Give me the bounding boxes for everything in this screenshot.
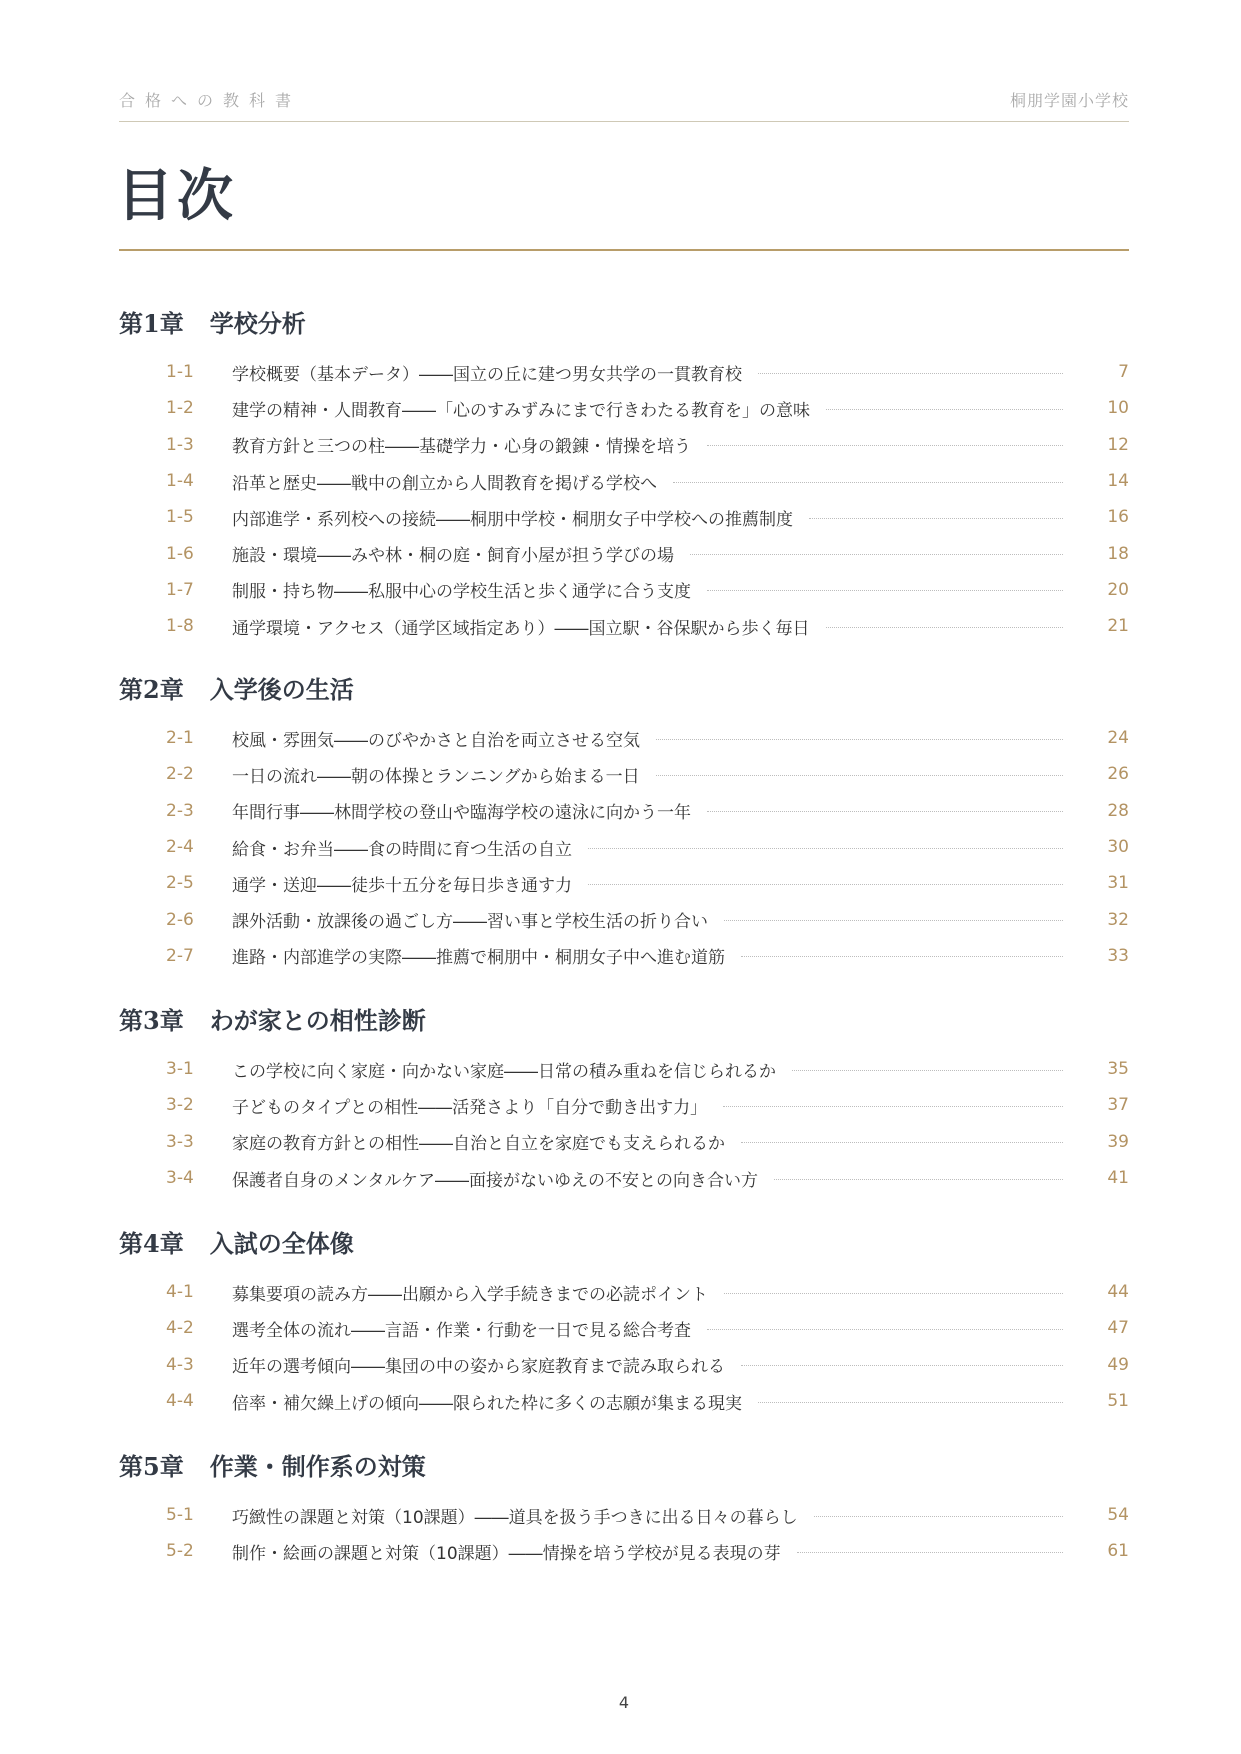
toc-entry[interactable] [119,720,1129,756]
page-title: 目次 [117,163,237,229]
section-number: 2-4 [166,837,194,858]
dot-leader [814,1516,1063,1517]
page-reference: 24 [1107,728,1129,749]
section-title: 倍率・補欠繰上げの傾向――限られた枠に多くの志願が集まる現実 [232,1393,742,1414]
chapter-title: わが家との相性診断 [209,1006,426,1035]
dot-leader [588,848,1063,849]
chapter-number: 第1章 [119,309,184,338]
chapter-4 [119,1226,1129,1419]
page-reference: 39 [1107,1131,1129,1152]
dot-leader [656,739,1063,740]
dot-leader [741,1142,1063,1143]
section-title: 建学の精神・人間教育――「心のすみずみにまで行きわたる教育を」の意味 [232,400,810,421]
toc-entry[interactable] [119,756,1129,792]
page-reference: 12 [1107,434,1129,455]
toc-entry[interactable] [119,793,1129,829]
toc-entry[interactable] [119,354,1129,390]
page-reference: 32 [1107,909,1129,930]
section-title: 保護者自身のメンタルケア――面接がないゆえの不安との向き合い方 [232,1170,758,1191]
section-title: 内部進学・系列校への接続――桐朋中学校・桐朋女子中学校への推薦制度 [232,509,793,530]
toc-entry[interactable] [119,1124,1129,1160]
toc-entry[interactable] [119,1383,1129,1419]
section-title: この学校に向く家庭・向かない家庭――日常の積み重ねを信じられるか [232,1061,776,1082]
section-number: 2-2 [166,764,194,785]
section-number: 5-2 [166,1541,194,1562]
section-title: 家庭の教育方針との相性――自治と自立を家庭でも支えられるか [232,1134,725,1155]
chapter-2 [119,672,1129,974]
section-number: 1-8 [166,616,194,637]
dot-leader [741,1365,1063,1366]
page-reference: 54 [1107,1505,1129,1526]
section-title: 選考全体の流れ――言語・作業・行動を一日で見る総合考査 [232,1320,691,1341]
toc-entry[interactable] [119,1497,1129,1533]
section-number: 1-3 [166,434,194,455]
section-title: 学校概要（基本データ）――国立の丘に建つ男女共学の一貫教育校 [232,364,742,385]
section-title: 教育方針と三つの柱――基礎学力・心身の鍛錬・情操を培う [232,437,691,458]
chapter-3 [119,1003,1129,1196]
section-number: 1-1 [166,362,194,383]
section-title: 校風・雰囲気――のびやかさと自治を両立させる空気 [232,730,640,751]
chapter-heading[interactable] [119,1449,1129,1485]
dot-leader [656,775,1063,776]
dot-leader [723,1106,1063,1107]
section-number: 2-7 [166,945,194,966]
dot-leader [774,1179,1063,1180]
section-title: 年間行事――林間学校の登山や臨海学校の遠泳に向かう一年 [232,803,691,824]
page-reference: 18 [1107,543,1129,564]
section-title: 一日の流れ――朝の体操とランニングから始まる一日 [232,766,640,787]
section-number: 3-2 [166,1095,194,1116]
dot-leader [588,884,1063,885]
page-reference: 51 [1107,1391,1129,1412]
section-number: 1-4 [166,471,194,492]
chapter-title: 作業・制作系の対策 [209,1452,426,1481]
section-title: 近年の選考傾向――集団の中の姿から家庭教育まで読み取られる [232,1357,725,1378]
dot-leader [724,1293,1063,1294]
section-title: 通学・送迎――徒歩十五分を毎日歩き通す力 [232,875,572,896]
chapter-1 [119,306,1129,644]
chapter-title: 入試の全体像 [209,1229,354,1258]
page-reference: 33 [1107,945,1129,966]
section-title: 子どものタイプとの相性――活発さより「自分で動き出す力」 [232,1097,708,1118]
page-reference: 49 [1107,1354,1129,1375]
section-title: 募集要項の読み方――出願から入学手続きまでの必読ポイント [232,1284,708,1305]
chapter-title: 入学後の生活 [209,675,354,704]
page-reference: 16 [1107,507,1129,528]
dot-leader [690,554,1063,555]
chapter-heading[interactable] [119,1003,1129,1039]
toc-entry[interactable] [119,1274,1129,1310]
section-title: 課外活動・放課後の過ごし方――習い事と学校生活の折り合い [232,912,708,933]
toc-entry[interactable] [119,901,1129,937]
page-reference: 31 [1107,873,1129,894]
toc-entry[interactable] [119,1160,1129,1196]
chapter-heading[interactable] [119,672,1129,708]
dot-leader [707,811,1063,812]
toc-page [119,0,1129,1754]
section-number: 2-5 [166,873,194,894]
section-title: 進路・内部進学の実際――推薦で桐朋中・桐朋女子中へ進む道筋 [232,948,725,969]
section-number: 2-6 [166,909,194,930]
toc-entry[interactable] [119,1087,1129,1123]
title-divider [119,249,1129,251]
page-reference: 44 [1107,1282,1129,1303]
toc-entry[interactable] [119,463,1129,499]
dot-leader [797,1552,1063,1553]
page-reference: 14 [1107,471,1129,492]
chapter-heading[interactable] [119,1226,1129,1262]
dot-leader [707,1329,1063,1330]
section-number: 4-4 [166,1391,194,1412]
page-reference: 20 [1107,579,1129,600]
section-number: 4-2 [166,1318,194,1339]
section-number: 2-3 [166,800,194,821]
dot-leader [741,956,1063,957]
page-reference: 10 [1107,398,1129,419]
toc-entry[interactable] [119,938,1129,974]
running-header [119,88,1129,110]
header-divider [119,121,1129,122]
section-number: 4-1 [166,1282,194,1303]
dot-leader [707,445,1063,446]
toc-entry[interactable] [119,572,1129,608]
toc-entry[interactable] [119,865,1129,901]
page-reference: 37 [1107,1095,1129,1116]
section-title: 給食・お弁当――食の時間に育つ生活の自立 [232,839,572,860]
page-reference: 47 [1107,1318,1129,1339]
page-number: 4 [618,1693,630,1712]
toc-entry[interactable] [119,829,1129,865]
toc-entry[interactable] [119,499,1129,535]
section-title: 巧緻性の課題と対策（10課題）――道具を扱う手つきに出る日々の暮らし [232,1507,798,1528]
section-number: 1-2 [166,398,194,419]
section-title: 施設・環境――みや林・桐の庭・飼育小屋が担う学びの場 [232,546,674,567]
toc-entry[interactable] [119,535,1129,571]
dot-leader [673,482,1063,483]
toc-entry[interactable] [119,1347,1129,1383]
toc-entry[interactable] [119,390,1129,426]
page-reference: 7 [1118,362,1129,383]
page-reference: 61 [1107,1541,1129,1562]
page-reference: 35 [1107,1059,1129,1080]
dot-leader [724,920,1063,921]
section-number: 3-4 [166,1168,194,1189]
page-reference: 26 [1107,764,1129,785]
dot-leader [758,1402,1063,1403]
chapter-title: 学校分析 [209,309,306,338]
section-number: 5-1 [166,1505,194,1526]
toc-entry[interactable] [119,1310,1129,1346]
chapter-number: 第4章 [119,1229,184,1258]
book-title: 合格への教科書 [119,90,302,110]
dot-leader [707,590,1063,591]
dot-leader [792,1070,1063,1071]
page-reference: 30 [1107,837,1129,858]
dot-leader [826,409,1063,410]
section-title: 制作・絵画の課題と対策（10課題）――情操を培う学校が見る表現の芽 [232,1543,781,1564]
dot-leader [758,373,1063,374]
section-number: 3-1 [166,1059,194,1080]
school-name: 桐朋学園小学校 [1009,90,1129,110]
page-reference: 28 [1107,800,1129,821]
section-title: 制服・持ち物――私服中心の学校生活と歩く通学に合う支度 [232,582,691,603]
section-number: 1-6 [166,543,194,564]
chapter-5 [119,1449,1129,1570]
section-number: 1-7 [166,579,194,600]
section-title: 沿革と歴史――戦中の創立から人間教育を掲げる学校へ [232,473,657,494]
page-reference: 21 [1107,616,1129,637]
chapter-number: 第5章 [119,1452,184,1481]
chapter-number: 第3章 [119,1006,184,1035]
toc-entry[interactable] [119,1051,1129,1087]
section-number: 2-1 [166,728,194,749]
dot-leader [809,518,1063,519]
section-number: 3-3 [166,1131,194,1152]
chapter-number: 第2章 [119,675,184,704]
dot-leader [826,627,1064,628]
toc-entry[interactable] [119,427,1129,463]
section-number: 4-3 [166,1354,194,1375]
page-reference: 41 [1107,1168,1129,1189]
section-number: 1-5 [166,507,194,528]
toc-entry[interactable] [119,1533,1129,1569]
toc-entry[interactable] [119,608,1129,644]
chapter-heading[interactable] [119,306,1129,342]
section-title: 通学環境・アクセス（通学区域指定あり）――国立駅・谷保駅から歩く毎日 [232,618,810,639]
